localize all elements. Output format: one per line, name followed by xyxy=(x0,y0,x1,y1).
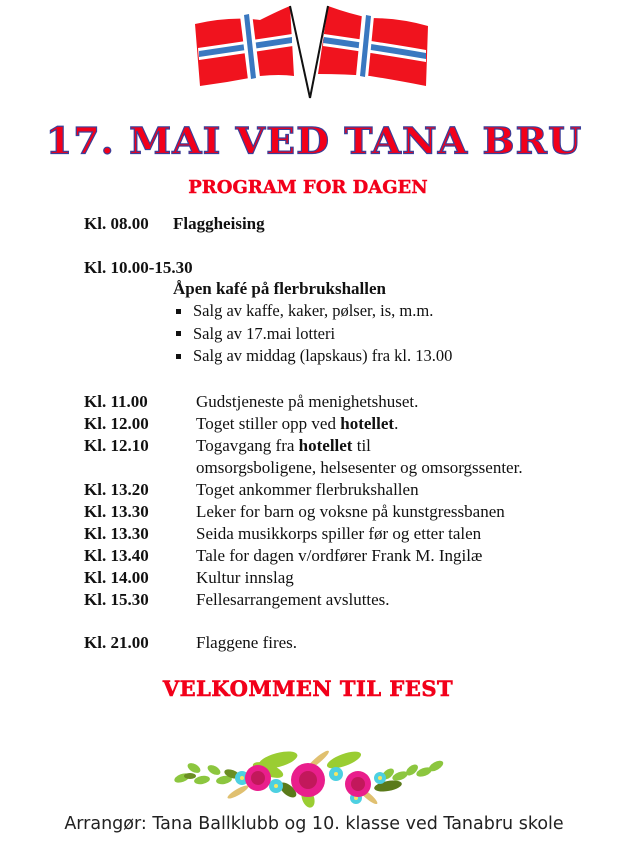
schedule-time: Kl. 15.30 xyxy=(84,590,149,609)
schedule-activity: Seida musikkorps spiller før og etter talen xyxy=(196,524,482,543)
cafe-items-list xyxy=(174,300,452,368)
bullet-icon xyxy=(176,354,181,359)
hotel-emphasis: hotellet xyxy=(298,436,353,455)
flag-raising-activity: Flaggheising xyxy=(173,214,265,233)
left-flag-icon xyxy=(195,6,310,98)
schedule-activity: Tale for dagen v/ordfører Frank M. Ingilæ xyxy=(196,546,483,565)
bullet-icon xyxy=(176,331,181,336)
bullet-icon xyxy=(176,309,181,314)
schedule-time: Kl. 13.30 xyxy=(84,502,149,521)
flower-garland-icon xyxy=(168,740,448,810)
welcome-text: VELKOMMEN TIL FEST xyxy=(162,676,454,701)
schedule-time: Kl. 13.40 xyxy=(84,546,149,565)
schedule-time: Kl. 11.00 xyxy=(84,392,148,411)
schedule-activity: Toget ankommer flerbrukshallen xyxy=(196,480,419,499)
schedule-time: Kl. 12.00 xyxy=(84,414,149,433)
schedule-activity: Togavgang fra hotellet til xyxy=(196,436,371,455)
list-item: Salg av middag (lapskaus) fra kl. 13.00 xyxy=(174,345,452,368)
right-flag-icon xyxy=(310,6,428,98)
flag-raising-time: Kl. 08.00 xyxy=(84,214,149,233)
schedule-activity: Kultur innslag xyxy=(196,568,294,587)
organizer-text: Arrangør: Tana Ballklubb og 10. klasse ved Tanabru skole xyxy=(64,814,564,834)
crossed-norwegian-flags-icon xyxy=(190,4,430,100)
schedule-time: Kl. 14.00 xyxy=(84,568,149,587)
list-item: Salg av kaffe, kaker, pølser, is, m.m. xyxy=(174,300,452,323)
schedule-time: Kl. 12.10 xyxy=(84,436,149,455)
schedule-activity-continued: omsorgsboligene, helsesenter og omsorgssenter. xyxy=(196,458,523,477)
cafe-heading: Åpen kafé på flerbrukshallen xyxy=(173,279,386,298)
flag-lowering-activity: Flaggene fires. xyxy=(196,633,298,652)
schedule-time: Kl. 13.30 xyxy=(84,524,149,543)
schedule-activity: Gudstjeneste på menighetshuset. xyxy=(196,392,419,411)
schedule-time: Kl. 13.20 xyxy=(84,480,149,499)
poster-subtitle: PROGRAM FOR DAGEN xyxy=(188,177,428,198)
cafe-time: Kl. 10.00-15.30 xyxy=(84,258,193,277)
poster-title: 17. MAI VED TANA BRU xyxy=(45,119,583,162)
list-item: Salg av 17.mai lotteri xyxy=(174,323,452,346)
hotel-emphasis: hotellet xyxy=(340,414,395,433)
schedule-activity: Fellesarrangement avsluttes. xyxy=(196,590,390,609)
schedule-activity: Toget stiller opp ved hotellet. xyxy=(196,414,399,433)
schedule-activity: Leker for barn og voksne på kunstgressbanen xyxy=(196,502,505,521)
flag-lowering-time: Kl. 21.00 xyxy=(84,633,149,652)
